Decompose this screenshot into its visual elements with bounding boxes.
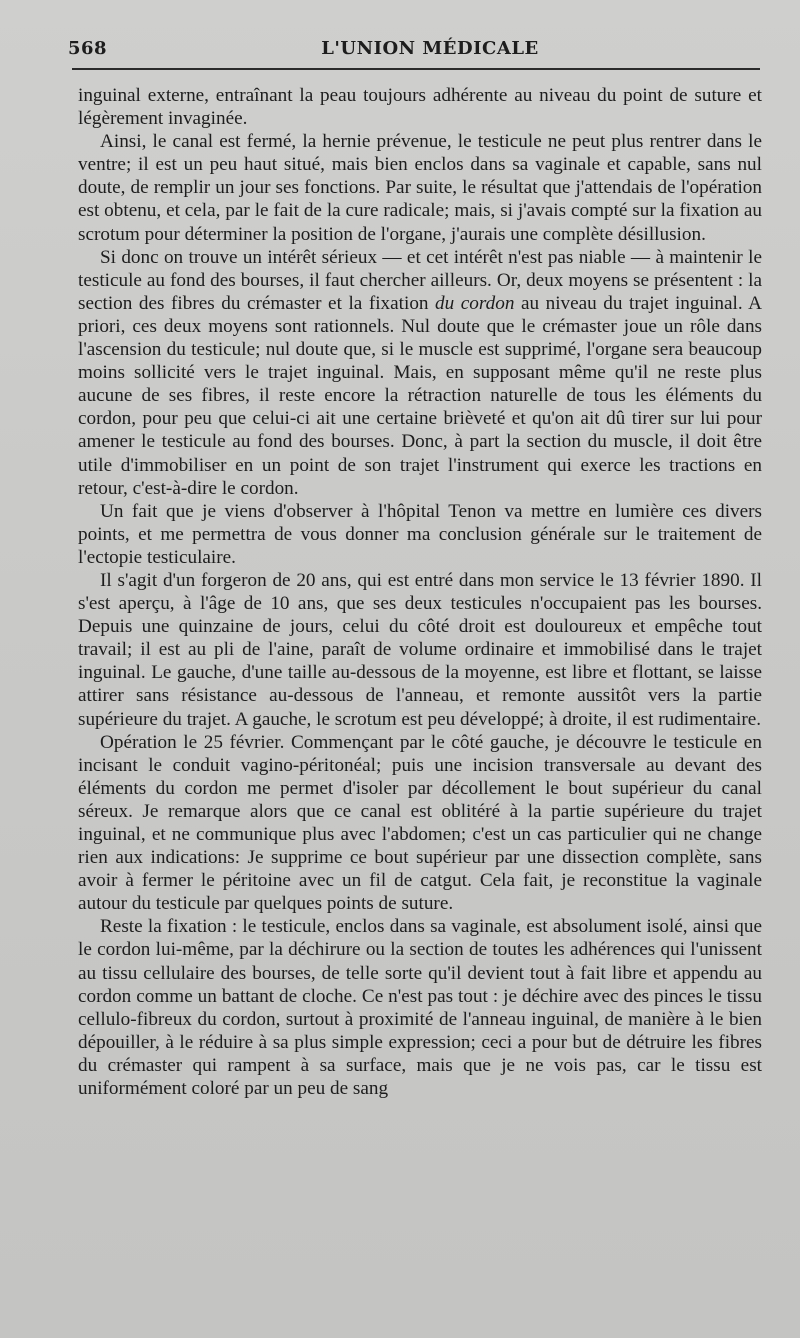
paragraph-continuation: inguinal externe, entraînant la peau toujours adhérente au niveau du point de suture et légèrement invaginée. (78, 85, 762, 130)
paragraph: Reste la fixation : le testicule, enclos dans sa vaginale, est absolument isolé, ainsi que le cordon lui-même, par la déchirure ou la section de toutes les adhérences qui l'unissent au tissu cellulaire des bourses, de telle sorte qu'il devient tout à fait libre et appendu au cordon comme un battant de cloche. Ce n'est pas tout : je déchire avec des pinces le tissu cellulo-fibreux du cordon, surtout à proximité de l'anneau inguinal, de manière à le bien dépouiller, à le réduire à sa plus simple expression; ceci a pour but de détruire les fibres du crémaster qui rampent à sa surface, mais que je ne vois pas, car le tissu est uniformément coloré par un peu de sang (78, 916, 762, 1100)
paragraph-text: Si donc on trouve un intérêt sérieux — et cet intérêt n'est pas niable — à maintenir le testicule au fond des bourses, il faut chercher ailleurs. Or, deux moyens se présentent : la section des fibres du crémaster et la fixation (78, 246, 762, 314)
paragraph: Ainsi, le canal est fermé, la hernie prévenue, le testicule ne peut plus rentrer dans le ventre; il est un peu haut situé, mais bien enclos dans sa vaginale et capable, sans nul doute, de remplir un jour ses fonctions. Par suite, le résultat que j'attendais de l'opération est obtenu, et cela, par le fait de la cure radicale; mais, si j'avais compté sur la fixation au scrotum pour déterminer la position de l'organe, j'aurais une complète désillusion. (78, 131, 762, 245)
paragraph: Il s'agit d'un forgeron de 20 ans, qui est entré dans mon service le 13 février 1890. Il s'est aperçu, à l'âge de 10 ans, que ses deux testicules n'occupaient pas les bourses. Depuis une quinzaine de jours, celui du côté droit est douloureux et empêche tout travail; il est au pli de l'aine, paraît de volume ordinaire et immobilisé dans le trajet inguinal. Le gauche, d'une taille au-dessous de la moyenne, est libre et flottant, se laisse attirer sans résistance au-dessous de l'anneau, et remonte aussitôt vers la partie supérieure du trajet. A gauche, le scrotum est peu développé; à droite, il est rudimentaire. (78, 569, 762, 730)
paragraph: Un fait que je viens d'observer à l'hôpital Tenon va mettre en lumière ces divers points, et me permettra de vous donner ma conclusion générale sur le traitement de l'ectopie testiculaire. (78, 500, 762, 568)
page-header (68, 30, 762, 64)
running-title: L'UNION MÉDICALE (321, 38, 539, 59)
paragraph (78, 246, 762, 500)
paragraph: Opération le 25 février. Commençant par le côté gauche, je découvre le testicule en incisant le conduit vagino-péritonéal; puis une incision transversale au devant des éléments du cordon me permet d'isoler par décollement le bout supérieur du canal séreux. Je remarque alors que ce canal est oblitéré à la partie supérieure du trajet inguinal, et ne communique plus avec l'abdomen; c'est un cas particulier qui ne change rien aux indications: Je supprime ce bout supérieur par une dissection complète, sans avoir à fermer le péritoine avec un fil de catgut. Cela fait, je reconstitue la vaginale autour du testicule par quelques points de suture. (78, 731, 762, 915)
body-text (78, 84, 762, 1100)
italic-phrase: du cordon (435, 292, 515, 314)
paragraph-text: au niveau du trajet inguinal. A priori, ces deux moyens sont rationnels. Nul doute que le crémaster joue un rôle dans l'ascension du testicule; nul doute que, si le muscle est supprimé, l'organe sera beaucoup moins sollicité vers le trajet inguinal. Mais, en supposant même qu'il ne reste plus aucune de ses fibres, il reste encore la rétraction naturelle de tous les éléments du cordon, pour peu que celui-ci ait une certaine brièveté et qu'on ait dû tirer sur lui pour amener le testicule au fond des bourses. Donc, à part la section du muscle, il doit être utile d'immobiliser en un point de son trajet l'instrument qui exerce les tractions en retour, c'est-à-dire le cordon. (78, 292, 762, 499)
page-number: 568 (68, 38, 108, 59)
header-rule (72, 68, 760, 70)
